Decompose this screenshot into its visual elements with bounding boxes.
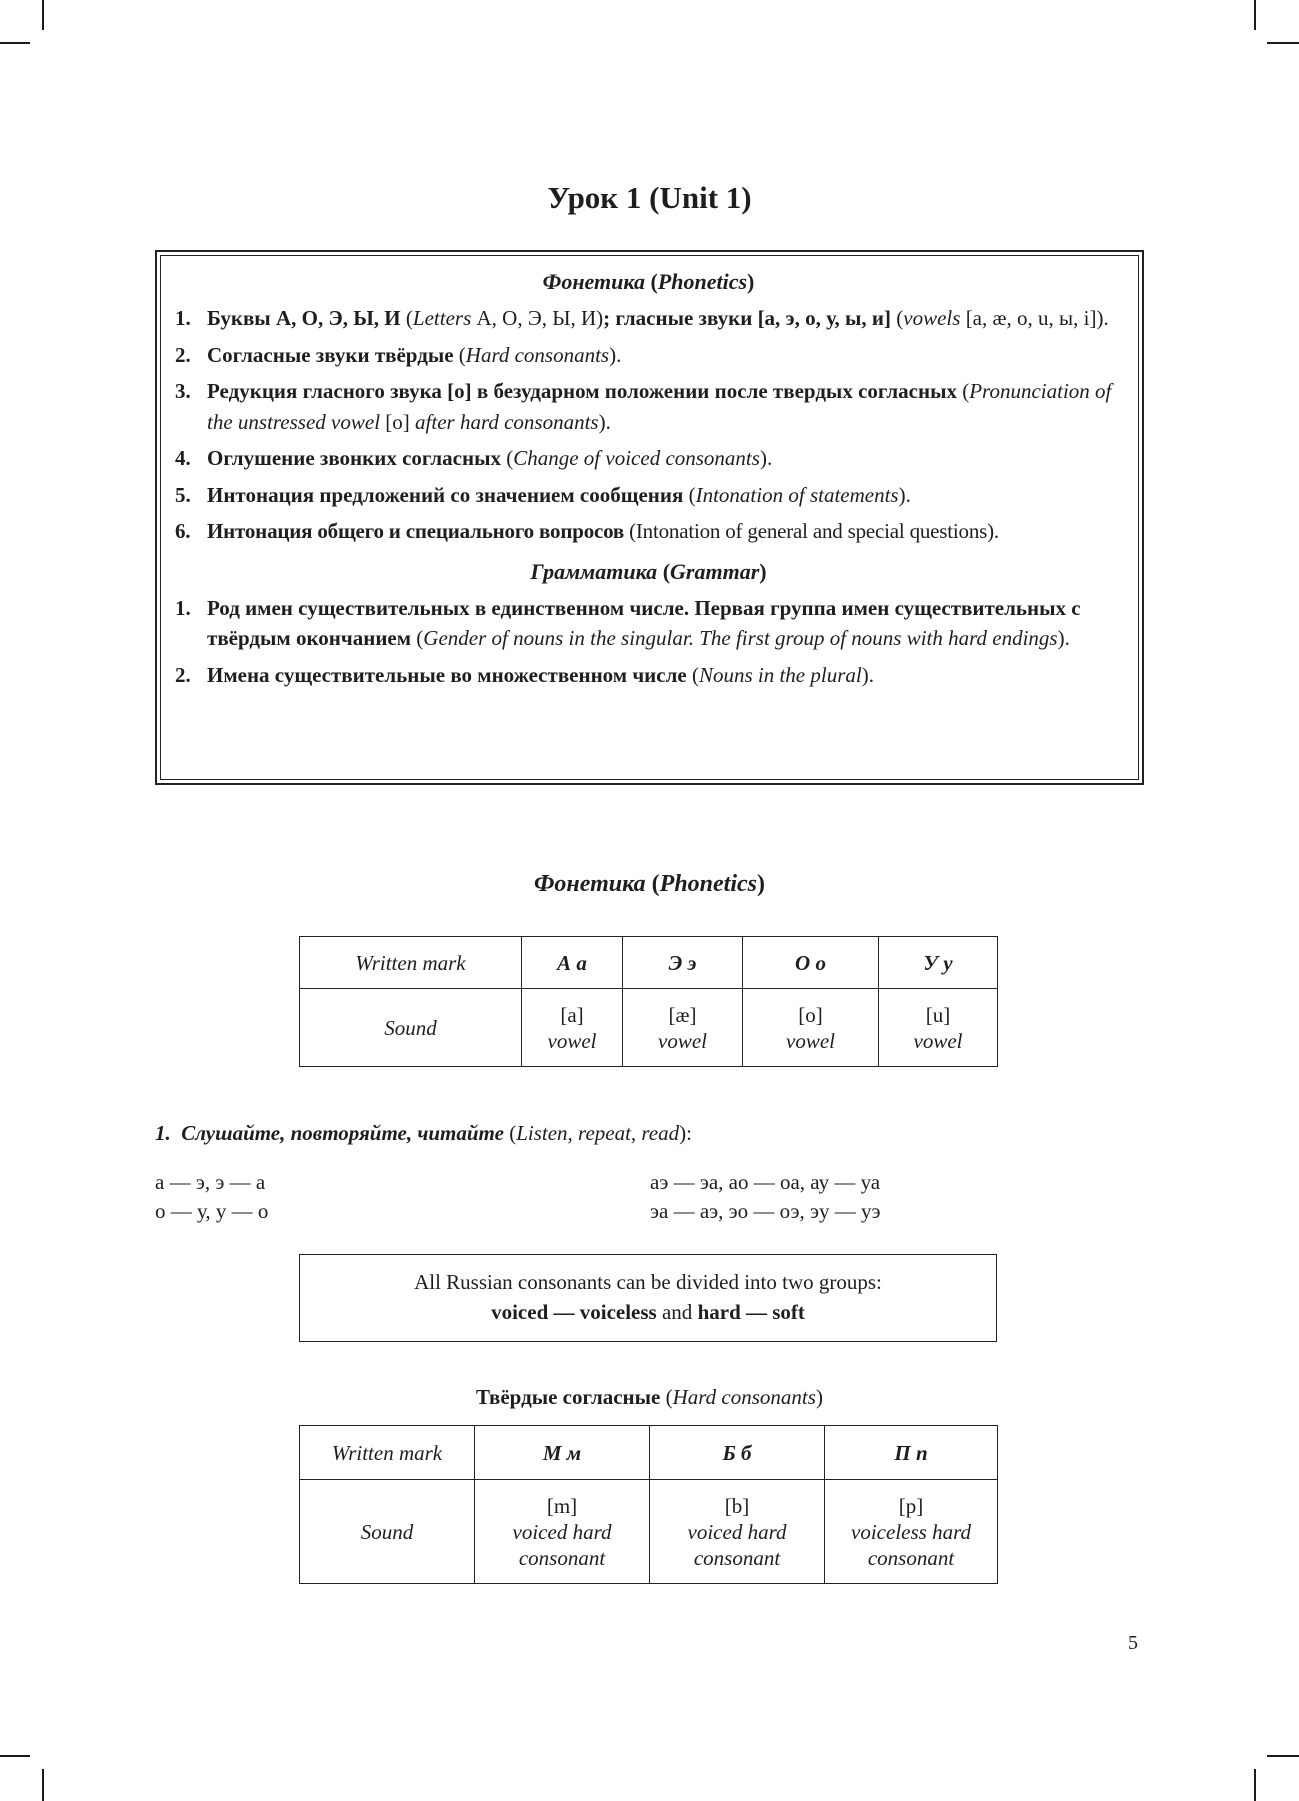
drill-right	[650, 1168, 880, 1226]
unit-overview-box	[155, 250, 1144, 785]
row-label: Sound	[300, 1480, 475, 1584]
grammar-topic-item: 1. Род имен существительных в единственном числе. Первая группа имен существительных с твёрдым окончанием (Gender of nouns in the singular. The first group of nouns with hard endings).	[175, 595, 1081, 650]
unit-overview-inner-border	[160, 255, 1139, 780]
hard-consonants-heading: Твёрдые согласные (Hard consonants)	[476, 1385, 823, 1409]
sound-row	[300, 989, 998, 1067]
drill-line: аэ — эа, ао — оа, ау — уа	[650, 1170, 881, 1194]
letter-cell: М м	[475, 1426, 650, 1480]
letter-cell: Э э	[623, 937, 743, 989]
sound-cell: [a] vowel	[522, 989, 623, 1067]
row-label: Written mark	[300, 1426, 475, 1480]
sound-cell: [u] vowel	[879, 989, 998, 1067]
letter-cell: Б б	[650, 1426, 825, 1480]
phonetics-topic-item: 5. Интонация предложений со значением сообщения (Intonation of statements).	[175, 482, 911, 507]
letter-cell: А а	[522, 937, 623, 989]
drill-line: о — у, у — о	[155, 1199, 269, 1223]
letter-cell: П п	[825, 1426, 998, 1480]
grammar-topic-item: 2. Имена существительные во множественном числе (Nouns in the plural).	[175, 662, 874, 687]
page-title: Урок 1 (Unit 1)	[547, 180, 752, 215]
phonetics-section-heading: Фонетика (Phonetics)	[534, 871, 765, 897]
overview-grammar-heading: Грамматика (Grammar)	[530, 558, 767, 584]
written-mark-row	[300, 1426, 998, 1480]
phonetics-topic-item: 6. Интонация общего и специального вопросов (Intonation of general and special questions).	[175, 519, 999, 543]
exercise-heading: 1. Слушайте, повторяйте, читайте (Listen, repeat, read):	[155, 1121, 692, 1145]
phonetics-topic-item: 4. Оглушение звонких согласных (Change of voiced consonants).	[175, 446, 773, 470]
sound-cell: [p] voiceless hard consonant	[825, 1480, 998, 1584]
written-mark-row	[300, 937, 998, 989]
crop-mark-bottom-left-v	[42, 1769, 44, 1801]
note-line-1: All Russian consonants can be divided into two groups:	[414, 1270, 882, 1294]
crop-mark-bottom-right-v	[1254, 1769, 1256, 1801]
crop-mark-top-left-v	[42, 0, 44, 30]
letter-cell: У у	[879, 937, 998, 989]
row-label: Written mark	[300, 937, 522, 989]
consonant-table	[299, 1425, 998, 1584]
sound-cell: [æ] vowel	[623, 989, 743, 1067]
crop-mark-top-left-h	[0, 42, 30, 44]
vowel-table	[299, 936, 998, 1067]
crop-mark-top-right-h	[1267, 42, 1299, 44]
sound-row	[300, 1480, 998, 1584]
consonant-groups-note	[299, 1254, 997, 1342]
sound-cell: [o] vowel	[743, 989, 879, 1067]
note-line-2: voiced — voiceless and hard — soft	[491, 1300, 805, 1324]
crop-mark-bottom-right-h	[1267, 1755, 1299, 1757]
letter-cell: О о	[743, 937, 879, 989]
phonetics-topic-item: 2. Согласные звуки твёрдые (Hard consonants).	[175, 342, 622, 367]
sound-cell: [b] voiced hard consonant	[650, 1480, 825, 1584]
phonetics-topic-list	[167, 303, 1130, 547]
drill-line: а — э, э — а	[155, 1170, 266, 1194]
crop-mark-top-right-v	[1254, 0, 1256, 30]
grammar-topic-list	[167, 593, 1130, 691]
row-label: Sound	[300, 989, 522, 1067]
drill-left	[155, 1168, 268, 1226]
phonetics-topic-item: 1. Буквы А, О, Э, Ы, И (Letters А, О, Э, Ы, И); гласные звуки [а, э, о, у, ы, и] (vowels [a, æ, o, u, ы, i]).	[175, 306, 1109, 330]
phonetics-topic-item: 3. Редукция гласного звука [о] в безударном положении после твердых согласных (Pronunciation of the unstressed vowel [o] after hard consonants).	[175, 379, 1112, 434]
page-number: 5	[1128, 1632, 1138, 1654]
drill-line: эа — аэ, эо — оэ, эу — уэ	[650, 1199, 881, 1223]
sound-cell: [m] voiced hard consonant	[475, 1480, 650, 1584]
crop-mark-bottom-left-h	[0, 1755, 30, 1757]
overview-phonetics-heading: Фонетика (Phonetics)	[542, 269, 755, 294]
